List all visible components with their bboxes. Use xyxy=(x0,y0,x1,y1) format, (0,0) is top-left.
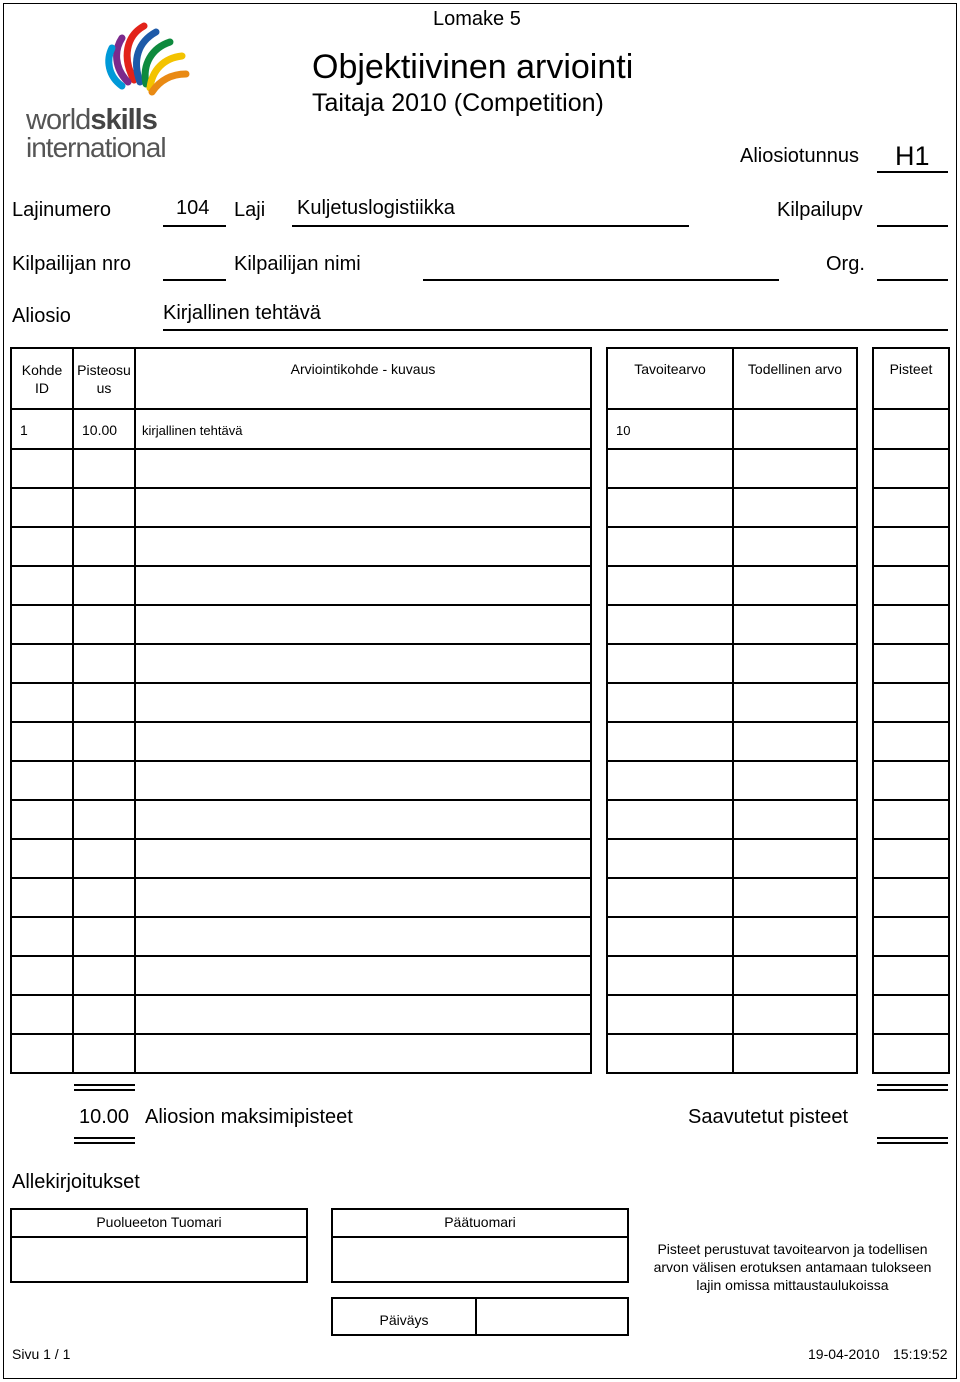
row-id[interactable] xyxy=(11,917,73,956)
empty-rows xyxy=(11,449,949,1073)
row-score[interactable] xyxy=(873,956,949,995)
lajinumero-value: 104 xyxy=(176,197,210,219)
row-actual[interactable] xyxy=(733,761,857,800)
row-desc[interactable] xyxy=(135,1034,591,1073)
date-box[interactable] xyxy=(331,1297,629,1336)
logo-text-international: international xyxy=(26,132,166,163)
row-gap-2 xyxy=(857,683,873,722)
row-target[interactable] xyxy=(607,800,733,839)
row-actual[interactable] xyxy=(733,644,857,683)
table-row xyxy=(11,917,949,956)
row-gap-2 xyxy=(857,1034,873,1073)
row-actual[interactable] xyxy=(733,566,857,605)
row-actual[interactable] xyxy=(733,800,857,839)
row-score[interactable] xyxy=(873,917,949,956)
row-id[interactable] xyxy=(11,839,73,878)
header-gap-2 xyxy=(857,348,873,409)
row-score[interactable] xyxy=(873,722,949,761)
achieved-points-box-top xyxy=(877,1084,948,1091)
row-score[interactable] xyxy=(873,878,949,917)
footer-time: 15:19:52 xyxy=(893,1346,948,1362)
row-target[interactable] xyxy=(607,761,733,800)
form-number: Lomake 5 xyxy=(433,8,521,30)
header-pisteosuus-line1: Pisteosu xyxy=(77,361,131,378)
aliosiotunnus-label: Aliosiotunnus xyxy=(740,145,859,167)
row-id[interactable] xyxy=(11,761,73,800)
row-score[interactable] xyxy=(873,449,949,488)
row-target[interactable] xyxy=(607,956,733,995)
row-actual[interactable] xyxy=(733,878,857,917)
row-actual[interactable] xyxy=(733,488,857,527)
row-gap-2 xyxy=(857,839,873,878)
row-actual[interactable] xyxy=(733,1034,857,1073)
row-points[interactable] xyxy=(73,527,135,566)
row-gap-1 xyxy=(591,605,607,644)
table-row xyxy=(11,995,949,1034)
row-gap-2 xyxy=(857,488,873,527)
row-desc[interactable] xyxy=(135,527,591,566)
aliosio-value: Kirjallinen tehtävä xyxy=(163,302,321,324)
row-target[interactable] xyxy=(607,878,733,917)
row-desc: kirjallinen tehtävä xyxy=(135,409,591,449)
neutral-judge-label: Puolueeton Tuomari xyxy=(12,1210,306,1238)
head-judge-label: Päätuomari xyxy=(333,1210,627,1238)
page-number: Sivu 1 / 1 xyxy=(12,1346,71,1362)
header-pisteet xyxy=(873,348,949,409)
row-score[interactable] xyxy=(873,527,949,566)
lajinumero-label: Lajinumero xyxy=(12,199,111,221)
row-score[interactable] xyxy=(873,644,949,683)
row-desc[interactable] xyxy=(135,644,591,683)
row-score[interactable] xyxy=(873,683,949,722)
row-gap-2 xyxy=(857,527,873,566)
row-gap-1 xyxy=(591,566,607,605)
max-points-label: Aliosion maksimipisteet xyxy=(145,1106,353,1128)
achieved-points-label: Saavutetut pisteet xyxy=(688,1106,849,1128)
row-points[interactable] xyxy=(73,1034,135,1073)
scoring-note xyxy=(640,1240,945,1294)
kilpailija-nimi-line xyxy=(423,279,779,281)
row-id[interactable] xyxy=(11,878,73,917)
row-score[interactable] xyxy=(873,488,949,527)
row-points[interactable] xyxy=(73,605,135,644)
row-gap-2 xyxy=(857,644,873,683)
header-todellinen xyxy=(733,348,857,409)
row-gap-2 xyxy=(857,409,873,449)
row-gap-2 xyxy=(857,917,873,956)
assessment-table xyxy=(10,347,950,1074)
row-score[interactable] xyxy=(873,605,949,644)
row-target[interactable] xyxy=(607,722,733,761)
row-actual[interactable] xyxy=(733,605,857,644)
table-row xyxy=(11,644,949,683)
row-desc[interactable] xyxy=(135,839,591,878)
table-row xyxy=(11,683,949,722)
laji-label: Laji xyxy=(234,199,266,221)
header-kohde-id xyxy=(11,348,73,409)
table-row xyxy=(11,527,949,566)
row-gap-2 xyxy=(857,878,873,917)
row-gap-1 xyxy=(591,917,607,956)
table-row xyxy=(11,722,949,761)
row-desc[interactable] xyxy=(135,722,591,761)
row-score[interactable] xyxy=(873,761,949,800)
header-kuvaus-label: Arviointikohde - kuvaus xyxy=(290,360,436,377)
row-id[interactable] xyxy=(11,956,73,995)
row-gap-2 xyxy=(857,995,873,1034)
row-actual[interactable] xyxy=(733,995,857,1034)
header-tavoitearvo-label: Tavoitearvo xyxy=(634,360,706,377)
header-pisteet-label: Pisteet xyxy=(889,360,933,377)
row-desc[interactable] xyxy=(135,917,591,956)
row-actual[interactable] xyxy=(733,917,857,956)
row-desc[interactable] xyxy=(135,878,591,917)
kilpailupv-label: Kilpailupv xyxy=(777,199,863,221)
row-points[interactable] xyxy=(73,566,135,605)
row-id[interactable] xyxy=(11,566,73,605)
table-row xyxy=(11,761,949,800)
kilpailija-nimi-label: Kilpailijan nimi xyxy=(234,253,361,275)
row-id[interactable] xyxy=(11,605,73,644)
header-todellinen-label: Todellinen arvo xyxy=(747,360,843,377)
table-header-row xyxy=(11,348,949,409)
row-id[interactable] xyxy=(11,722,73,761)
row-target[interactable] xyxy=(607,488,733,527)
kilpailija-nro-line xyxy=(163,279,226,281)
row-desc[interactable] xyxy=(135,761,591,800)
row-gap-1 xyxy=(591,1034,607,1073)
row-target[interactable] xyxy=(607,449,733,488)
logo-text-world: world xyxy=(26,104,91,136)
row-desc[interactable] xyxy=(135,956,591,995)
scoring-note-line1: Pisteet perustuvat tavoitearvon ja todellisen xyxy=(657,1241,928,1257)
scoring-note-line2: arvon välisen erotuksen antamaan tulokseen xyxy=(653,1259,932,1275)
row-actual[interactable] xyxy=(733,956,857,995)
scoring-note-line3: lajin omissa mittaustaulukoissa xyxy=(696,1277,889,1293)
row-gap-1 xyxy=(591,956,607,995)
row-gap-1 xyxy=(591,644,607,683)
row-points[interactable] xyxy=(73,722,135,761)
row-gap-1 xyxy=(591,995,607,1034)
row-id[interactable] xyxy=(11,449,73,488)
row-target[interactable] xyxy=(607,566,733,605)
row-target[interactable] xyxy=(607,605,733,644)
row-target: 10 xyxy=(607,409,733,449)
row-score[interactable] xyxy=(873,566,949,605)
table-row xyxy=(11,488,949,527)
row-desc[interactable] xyxy=(135,995,591,1034)
row-id[interactable] xyxy=(11,995,73,1034)
org-label: Org. xyxy=(826,253,865,275)
row-points[interactable] xyxy=(73,449,135,488)
row-desc[interactable] xyxy=(135,605,591,644)
row-points[interactable] xyxy=(73,683,135,722)
header-kohde-id-line2: ID xyxy=(35,379,49,396)
row-gap-1 xyxy=(591,527,607,566)
row-desc[interactable] xyxy=(135,566,591,605)
row-score[interactable] xyxy=(873,409,949,449)
table-row xyxy=(11,1034,949,1073)
row-desc[interactable] xyxy=(135,800,591,839)
table-row xyxy=(11,605,949,644)
row-target[interactable] xyxy=(607,995,733,1034)
row-id[interactable] xyxy=(11,800,73,839)
row-points[interactable] xyxy=(73,878,135,917)
row-id: 1 xyxy=(11,409,73,449)
row-id[interactable] xyxy=(11,527,73,566)
row-gap-1 xyxy=(591,722,607,761)
row-actual[interactable] xyxy=(733,683,857,722)
footer-date: 19-04-2010 xyxy=(808,1346,880,1362)
row-points[interactable] xyxy=(73,644,135,683)
row-gap-2 xyxy=(857,761,873,800)
row-id[interactable] xyxy=(11,683,73,722)
row-gap-2 xyxy=(857,566,873,605)
row-gap-1 xyxy=(591,878,607,917)
kilpailija-nro-label: Kilpailijan nro xyxy=(12,253,131,275)
aliosio-label: Aliosio xyxy=(12,305,71,327)
row-id[interactable] xyxy=(11,1034,73,1073)
aliosio-line xyxy=(163,329,948,331)
max-points-underline-bottom xyxy=(74,1137,135,1144)
row-actual[interactable] xyxy=(733,409,857,449)
header-gap-1 xyxy=(591,348,607,409)
row-score[interactable] xyxy=(873,995,949,1034)
neutral-judge-box[interactable] xyxy=(10,1208,308,1283)
row-actual[interactable] xyxy=(733,722,857,761)
row-desc[interactable] xyxy=(135,488,591,527)
row-gap-1 xyxy=(591,761,607,800)
row-gap-2 xyxy=(857,800,873,839)
row-points[interactable] xyxy=(73,839,135,878)
row-gap-1 xyxy=(591,488,607,527)
worldskills-logo xyxy=(22,18,192,168)
row-gap-1 xyxy=(591,409,607,449)
table-row xyxy=(11,566,949,605)
row-score[interactable] xyxy=(873,800,949,839)
table-row xyxy=(11,956,949,995)
row-points[interactable] xyxy=(73,488,135,527)
max-points-underline-top xyxy=(74,1084,135,1091)
row-points[interactable] xyxy=(73,800,135,839)
aliosiotunnus-value: H1 xyxy=(895,141,930,171)
row-gap-2 xyxy=(857,449,873,488)
row-gap-1 xyxy=(591,839,607,878)
page-title: Objektiivinen arviointi xyxy=(312,48,634,86)
signatures-title: Allekirjoitukset xyxy=(12,1171,140,1193)
row-target[interactable] xyxy=(607,917,733,956)
row-target[interactable] xyxy=(607,1034,733,1073)
row-gap-2 xyxy=(857,605,873,644)
header-pisteosuus-line2: us xyxy=(96,379,112,396)
laji-value: Kuljetuslogistiikka xyxy=(297,197,455,219)
row-score[interactable] xyxy=(873,1034,949,1073)
row-desc[interactable] xyxy=(135,683,591,722)
row-gap-2 xyxy=(857,956,873,995)
org-line xyxy=(877,279,948,281)
row-actual[interactable] xyxy=(733,527,857,566)
row-desc[interactable] xyxy=(135,449,591,488)
row-id[interactable] xyxy=(11,488,73,527)
row-gap-1 xyxy=(591,449,607,488)
row-target[interactable] xyxy=(607,839,733,878)
row-gap-2 xyxy=(857,722,873,761)
row-points[interactable] xyxy=(73,995,135,1034)
laji-line xyxy=(292,225,689,227)
row-target[interactable] xyxy=(607,683,733,722)
row-points[interactable] xyxy=(73,956,135,995)
max-points-value: 10.00 xyxy=(79,1106,130,1128)
table-row xyxy=(11,800,949,839)
aliosiotunnus-line xyxy=(877,171,948,173)
header-pisteosuus xyxy=(73,348,135,409)
header-tavoitearvo xyxy=(607,348,733,409)
table-row xyxy=(11,409,949,449)
row-gap-1 xyxy=(591,800,607,839)
row-id[interactable] xyxy=(11,644,73,683)
table-row xyxy=(11,839,949,878)
table-row xyxy=(11,449,949,488)
achieved-points-box-bottom xyxy=(877,1137,948,1144)
kilpailupv-line xyxy=(877,225,948,227)
row-points: 10.00 xyxy=(73,409,135,449)
page-subtitle: Taitaja 2010 (Competition) xyxy=(312,89,604,117)
row-points[interactable] xyxy=(73,917,135,956)
row-target[interactable] xyxy=(607,644,733,683)
head-judge-box[interactable] xyxy=(331,1208,629,1283)
date-label: Päiväys xyxy=(333,1299,477,1334)
row-gap-1 xyxy=(591,683,607,722)
lajinumero-line xyxy=(163,225,226,227)
row-actual[interactable] xyxy=(733,449,857,488)
header-kuvaus xyxy=(135,348,591,409)
header-kohde-id-line1: Kohde xyxy=(21,361,63,378)
row-score[interactable] xyxy=(873,839,949,878)
row-target[interactable] xyxy=(607,527,733,566)
logo-text-skills: skills xyxy=(90,104,157,136)
row-actual[interactable] xyxy=(733,839,857,878)
table-row xyxy=(11,878,949,917)
row-points[interactable] xyxy=(73,761,135,800)
